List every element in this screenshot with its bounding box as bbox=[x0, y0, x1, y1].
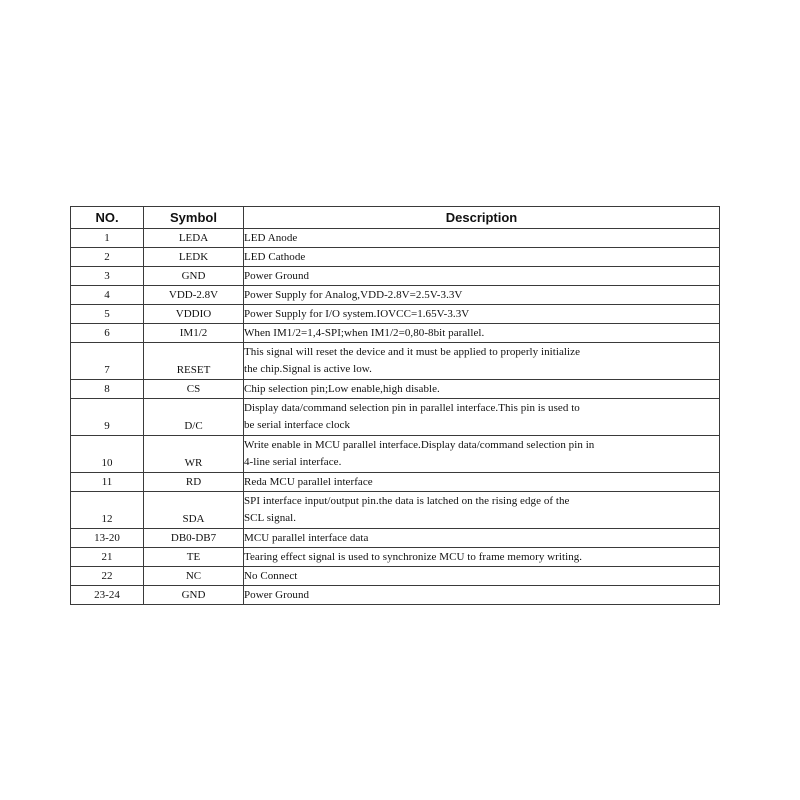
pin-number: 13-20 bbox=[71, 529, 144, 548]
table-row bbox=[71, 343, 720, 380]
pin-number: 10 bbox=[71, 436, 144, 473]
table-row bbox=[71, 248, 720, 267]
pin-description bbox=[244, 492, 720, 529]
description-line: the chip.Signal is active low. bbox=[244, 363, 372, 375]
pin-description bbox=[244, 229, 720, 248]
pin-symbol: TE bbox=[144, 548, 244, 567]
pin-number: 22 bbox=[71, 567, 144, 586]
table-row bbox=[71, 286, 720, 305]
pin-number: 12 bbox=[71, 492, 144, 529]
table-row bbox=[71, 567, 720, 586]
pin-description bbox=[244, 586, 720, 605]
description-line: 4-line serial interface. bbox=[244, 456, 342, 468]
pin-symbol: SDA bbox=[144, 492, 244, 529]
description-line: be serial interface clock bbox=[244, 419, 350, 431]
description-line: Power Supply for I/O system.IOVCC=1.65V-3.3V bbox=[244, 307, 470, 320]
pin-description bbox=[244, 436, 720, 473]
pin-symbol: D/C bbox=[144, 399, 244, 436]
pin-description bbox=[244, 529, 720, 548]
description-line: Write enable in MCU parallel interface.Display data/command selection pin in bbox=[244, 439, 595, 451]
pin-symbol: WR bbox=[144, 436, 244, 473]
pin-description bbox=[244, 248, 720, 267]
pin-number: 23-24 bbox=[71, 586, 144, 605]
pin-symbol: CS bbox=[144, 380, 244, 399]
table-row bbox=[71, 436, 720, 473]
table-header-row bbox=[71, 207, 720, 229]
pin-number: 9 bbox=[71, 399, 144, 436]
description-line: When IM1/2=1,4-SPI;when IM1/2=0,80-8bit parallel. bbox=[244, 326, 485, 339]
description-line: LED Anode bbox=[244, 231, 298, 244]
description-line: MCU parallel interface data bbox=[244, 531, 369, 544]
description-line: LED Cathode bbox=[244, 250, 306, 263]
description-line: Power Supply for Analog,VDD-2.8V=2.5V-3.3V bbox=[244, 288, 463, 301]
pin-number: 11 bbox=[71, 473, 144, 492]
description-line: SPI interface input/output pin.the data is latched on the rising edge of the bbox=[244, 495, 570, 507]
description-line: Chip selection pin;Low enable,high disable. bbox=[244, 382, 440, 395]
table-body bbox=[71, 229, 720, 605]
pin-number: 6 bbox=[71, 324, 144, 343]
table-row bbox=[71, 529, 720, 548]
pin-description bbox=[244, 305, 720, 324]
pin-description bbox=[244, 286, 720, 305]
pin-description bbox=[244, 267, 720, 286]
description-line: This signal will reset the device and it must be applied to properly initialize bbox=[244, 346, 581, 358]
table-row bbox=[71, 229, 720, 248]
table-row bbox=[71, 380, 720, 399]
table-row bbox=[71, 586, 720, 605]
pin-symbol: LEDA bbox=[144, 229, 244, 248]
pin-description bbox=[244, 380, 720, 399]
description-line: Reda MCU parallel interface bbox=[244, 475, 373, 488]
pin-number: 5 bbox=[71, 305, 144, 324]
header-no: NO. bbox=[71, 207, 144, 229]
pin-symbol: LEDK bbox=[144, 248, 244, 267]
pin-number: 21 bbox=[71, 548, 144, 567]
pin-description bbox=[244, 399, 720, 436]
pin-symbol: VDD-2.8V bbox=[144, 286, 244, 305]
pin-description bbox=[244, 473, 720, 492]
pin-description bbox=[244, 343, 720, 380]
pin-description bbox=[244, 548, 720, 567]
pin-number: 8 bbox=[71, 380, 144, 399]
pin-symbol: RESET bbox=[144, 343, 244, 380]
header-symbol: Symbol bbox=[144, 207, 244, 229]
pin-symbol: IM1/2 bbox=[144, 324, 244, 343]
pin-description bbox=[244, 324, 720, 343]
pin-symbol: RD bbox=[144, 473, 244, 492]
pin-symbol: NC bbox=[144, 567, 244, 586]
description-line: No Connect bbox=[244, 569, 298, 582]
description-line: SCL signal. bbox=[244, 512, 297, 524]
table-row bbox=[71, 267, 720, 286]
description-line: Tearing effect signal is used to synchronize MCU to frame memory writing. bbox=[244, 550, 583, 563]
pin-symbol: VDDIO bbox=[144, 305, 244, 324]
table-row bbox=[71, 492, 720, 529]
table-row bbox=[71, 305, 720, 324]
pin-symbol: GND bbox=[144, 267, 244, 286]
table-row bbox=[71, 399, 720, 436]
description-line: Display data/command selection pin in parallel interface.This pin is used to bbox=[244, 402, 580, 414]
description-line: Power Ground bbox=[244, 269, 310, 282]
pin-description-table bbox=[70, 206, 720, 605]
pin-number: 4 bbox=[71, 286, 144, 305]
pin-number: 1 bbox=[71, 229, 144, 248]
header-description: Description bbox=[244, 207, 720, 229]
pin-number: 3 bbox=[71, 267, 144, 286]
table-row bbox=[71, 548, 720, 567]
description-line: Power Ground bbox=[244, 588, 310, 601]
pin-symbol: GND bbox=[144, 586, 244, 605]
table-row bbox=[71, 473, 720, 492]
pin-description bbox=[244, 567, 720, 586]
pin-number: 2 bbox=[71, 248, 144, 267]
pin-number: 7 bbox=[71, 343, 144, 380]
table-row bbox=[71, 324, 720, 343]
pin-symbol: DB0-DB7 bbox=[144, 529, 244, 548]
